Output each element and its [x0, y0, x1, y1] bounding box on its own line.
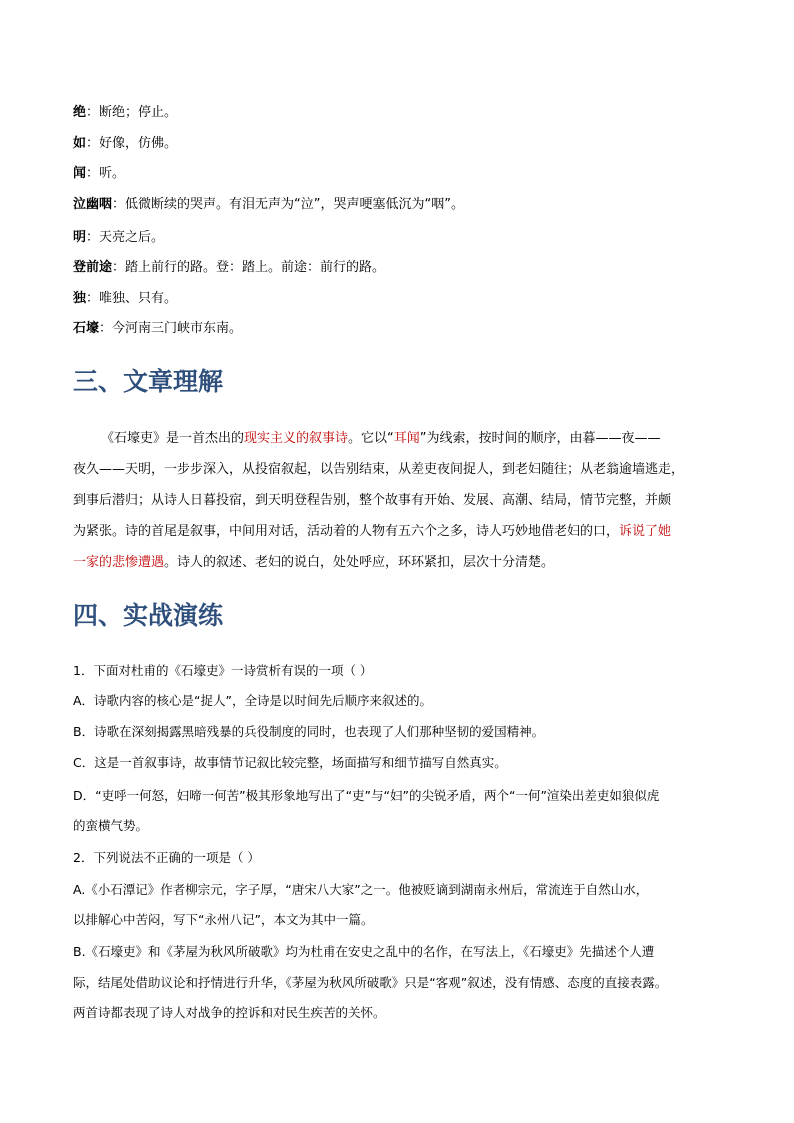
gloss-def: ：低微断续的哭声。有泪无声为“泣”，哭声哽塞低沉为“咽”。 [112, 197, 464, 212]
option-line: D．“吏呼一何怒，妇啼一何苦”极其形象地写出了“吏”与“妇”的尖锐矛盾，两个“一何”渲染出差吏如狼似虎 [73, 788, 660, 803]
paragraph-line [101, 430, 753, 448]
text-run: 。诗人的叙述、老妇的说白，处处呼应，环环紧扣，层次十分清楚。 [164, 555, 555, 570]
text-run: 为紧张。诗的首尾是叙事，中间用对话，活动着的人物有五六个之多，诗人巧妙地借老妇的口， [73, 524, 620, 539]
gloss-def: ：听。 [86, 166, 126, 181]
paragraph-line [73, 461, 725, 479]
gloss-def: ：断绝；停止。 [86, 105, 178, 120]
option-line-cont: 以排解心中苦闷，写下“永州八记”，本文为其中一篇。 [73, 912, 374, 927]
option-line: C．这是一首叙事诗，故事情节记叙比较完整，场面描写和细节描写自然真实。 [73, 755, 507, 770]
option-line: A.《小石潭记》作者柳宗元，字子厚，“唐宋八大家”之一。他被贬谪到湖南永州后，常流连于自然山水， [73, 882, 649, 897]
option-line-cont: 的蛮横气势。 [73, 818, 149, 833]
gloss-def: ：今河南三门峡市东南。 [99, 321, 243, 336]
gloss-term: 登前途 [73, 260, 113, 275]
gloss-entry [73, 320, 242, 338]
question-line: 1．下面对杜甫的《石壕吏》一诗赏析有误的一项（ ） [73, 663, 373, 678]
text-run: 。它以“ [348, 431, 394, 446]
paragraph-line [73, 554, 725, 572]
option-line: A．诗歌内容的核心是“捉人”，全诗是以时间先后顺序来叙述的。 [73, 693, 433, 708]
option-line: B.《石壕吏》和《茅屋为秋风所破歌》均为杜甫在安史之乱中的名作，在写法上，《石壕吏》先描述个人遭 [73, 944, 655, 959]
option-line: B．诗歌在深刻揭露黑暗残暴的兵役制度的同时，也表现了人们那种坚韧的爱国精神。 [73, 724, 545, 739]
gloss-def: ：好像，仿佛。 [86, 136, 178, 151]
option-line-cont: 际，结尾处借助议论和抒情进行升华，《茅屋为秋风所破歌》只是“客观”叙述，没有情感、态度的直接表露。 [73, 975, 668, 990]
gloss-def: ：唯独、只有。 [86, 291, 178, 306]
gloss-term: 独 [73, 291, 87, 306]
gloss-entry [73, 196, 464, 214]
gloss-def: ：踏上前行的路。登：踏上。前途：前行的路。 [112, 260, 386, 275]
gloss-term: 闻 [73, 166, 87, 181]
gloss-entry [73, 259, 385, 277]
highlight-text: 一家的悲惨遭遇 [73, 555, 165, 570]
option-line-cont: 两首诗都表现了诗人对战争的控诉和对民生疾苦的关怀。 [73, 1005, 386, 1020]
gloss-term: 明 [73, 230, 87, 245]
gloss-term: 绝 [73, 105, 87, 120]
text-run: ”为线索，按时间的顺序，由暮——夜—— [419, 431, 661, 446]
gloss-term: 泣幽咽 [73, 197, 113, 212]
gloss-def: ：天亮之后。 [86, 230, 165, 245]
gloss-entry [73, 135, 177, 153]
gloss-term: 如 [73, 136, 87, 151]
text-run: 夜久——天明，一步步深入，从投宿叙起，以告别结束，从差吏夜间捉人，到老妇随往；从老翁逾墙逃走， [73, 462, 685, 477]
highlight-text: 现实主义的叙事诗 [244, 431, 349, 446]
gloss-entry [73, 104, 177, 122]
paragraph-line [73, 492, 725, 510]
paragraph-line [73, 523, 725, 541]
gloss-entry [73, 290, 177, 308]
gloss-term: 石壕 [73, 321, 100, 336]
highlight-text: 耳闻 [393, 431, 420, 446]
text-run: 《石壕吏》是一首杰出的 [101, 431, 245, 446]
question-line: 2．下列说法不正确的一项是（ ） [73, 850, 260, 865]
gloss-entry [73, 165, 125, 183]
highlight-text: 诉说了她 [619, 524, 672, 539]
gloss-entry [73, 229, 164, 247]
section-heading: 三、文章理解 [73, 367, 224, 396]
section-heading: 四、实战演练 [73, 601, 224, 630]
text-run: 到事后潜归；从诗人日暮投宿，到天明登程告别，整个故事有开始、发展、高潮、结局，情节完整，并颇 [73, 493, 672, 508]
